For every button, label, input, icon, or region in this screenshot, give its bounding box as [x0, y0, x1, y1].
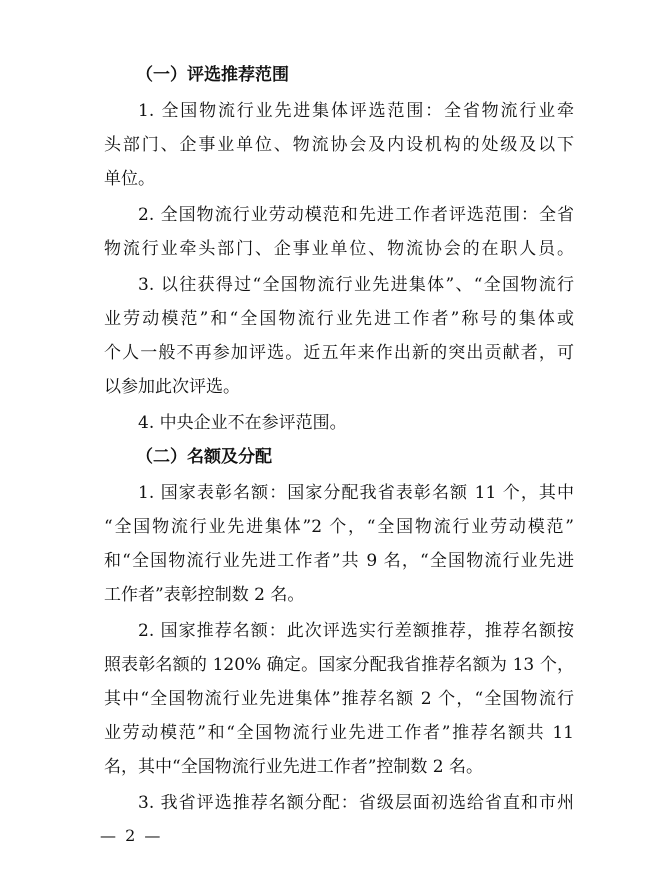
- paragraph-line: 以参加此次评选。: [104, 377, 240, 397]
- paragraph-line: 物流行业牵头部门、企事业单位、物流协会的在职人员。: [104, 239, 574, 259]
- paragraph-line: 头部门、企事业单位、物流协会及内设机构的处级及以下: [104, 135, 574, 155]
- paragraph-line: 1. 全国物流行业先进集体评选范围：全省物流行业牵: [138, 101, 574, 121]
- paragraph-line: 名，其中“全国物流行业先进工作者”控制数 2 名。: [104, 757, 484, 777]
- paragraph-line: 和“全国物流行业先进工作者”共 9 名，“全国物流行业先进: [104, 551, 574, 571]
- paragraph-line: 3. 我省评选推荐名额分配：省级层面初选给省直和市州: [138, 793, 574, 813]
- paragraph-line: 单位。: [104, 169, 155, 189]
- paragraph-line: “全国物流行业先进集体”2 个，“全国物流行业劳动模范”: [104, 517, 574, 537]
- paragraph-line: 业劳动模范”和“全国物流行业先进工作者”推荐名额共 11: [104, 723, 574, 743]
- paragraph-line: 工作者”表彰控制数 2 名。: [104, 585, 305, 605]
- paragraph-line: 个人一般不再参加评选。近五年来作出新的突出贡献者，可: [104, 343, 574, 363]
- paragraph-line: 2. 全国物流行业劳动模范和先进工作者评选范围：全省: [138, 205, 574, 225]
- paragraph-line: 其中“全国物流行业先进集体”推荐名额 2 个，“全国物流行: [104, 689, 574, 709]
- paragraph-line: 业劳动模范”和“全国物流行业先进工作者”称号的集体或: [104, 309, 574, 329]
- section-heading-quota: （二）名额及分配: [136, 447, 272, 467]
- section-heading-scope: （一）评选推荐范围: [136, 65, 289, 85]
- paragraph-line: 1. 国家表彰名额：国家分配我省表彰名额 11 个，其中: [138, 483, 574, 503]
- paragraph-line: 照表彰名额的 120% 确定。国家分配我省推荐名额为 13 个，: [104, 655, 574, 675]
- paragraph-line: 2. 国家推荐名额：此次评选实行差额推荐，推荐名额按: [138, 621, 574, 641]
- paragraph-line: 3. 以往获得过“全国物流行业先进集体”、“全国物流行: [138, 275, 574, 295]
- page-number: — 2 —: [100, 826, 163, 845]
- paragraph-line: 4. 中央企业不在参评范围。: [138, 413, 347, 433]
